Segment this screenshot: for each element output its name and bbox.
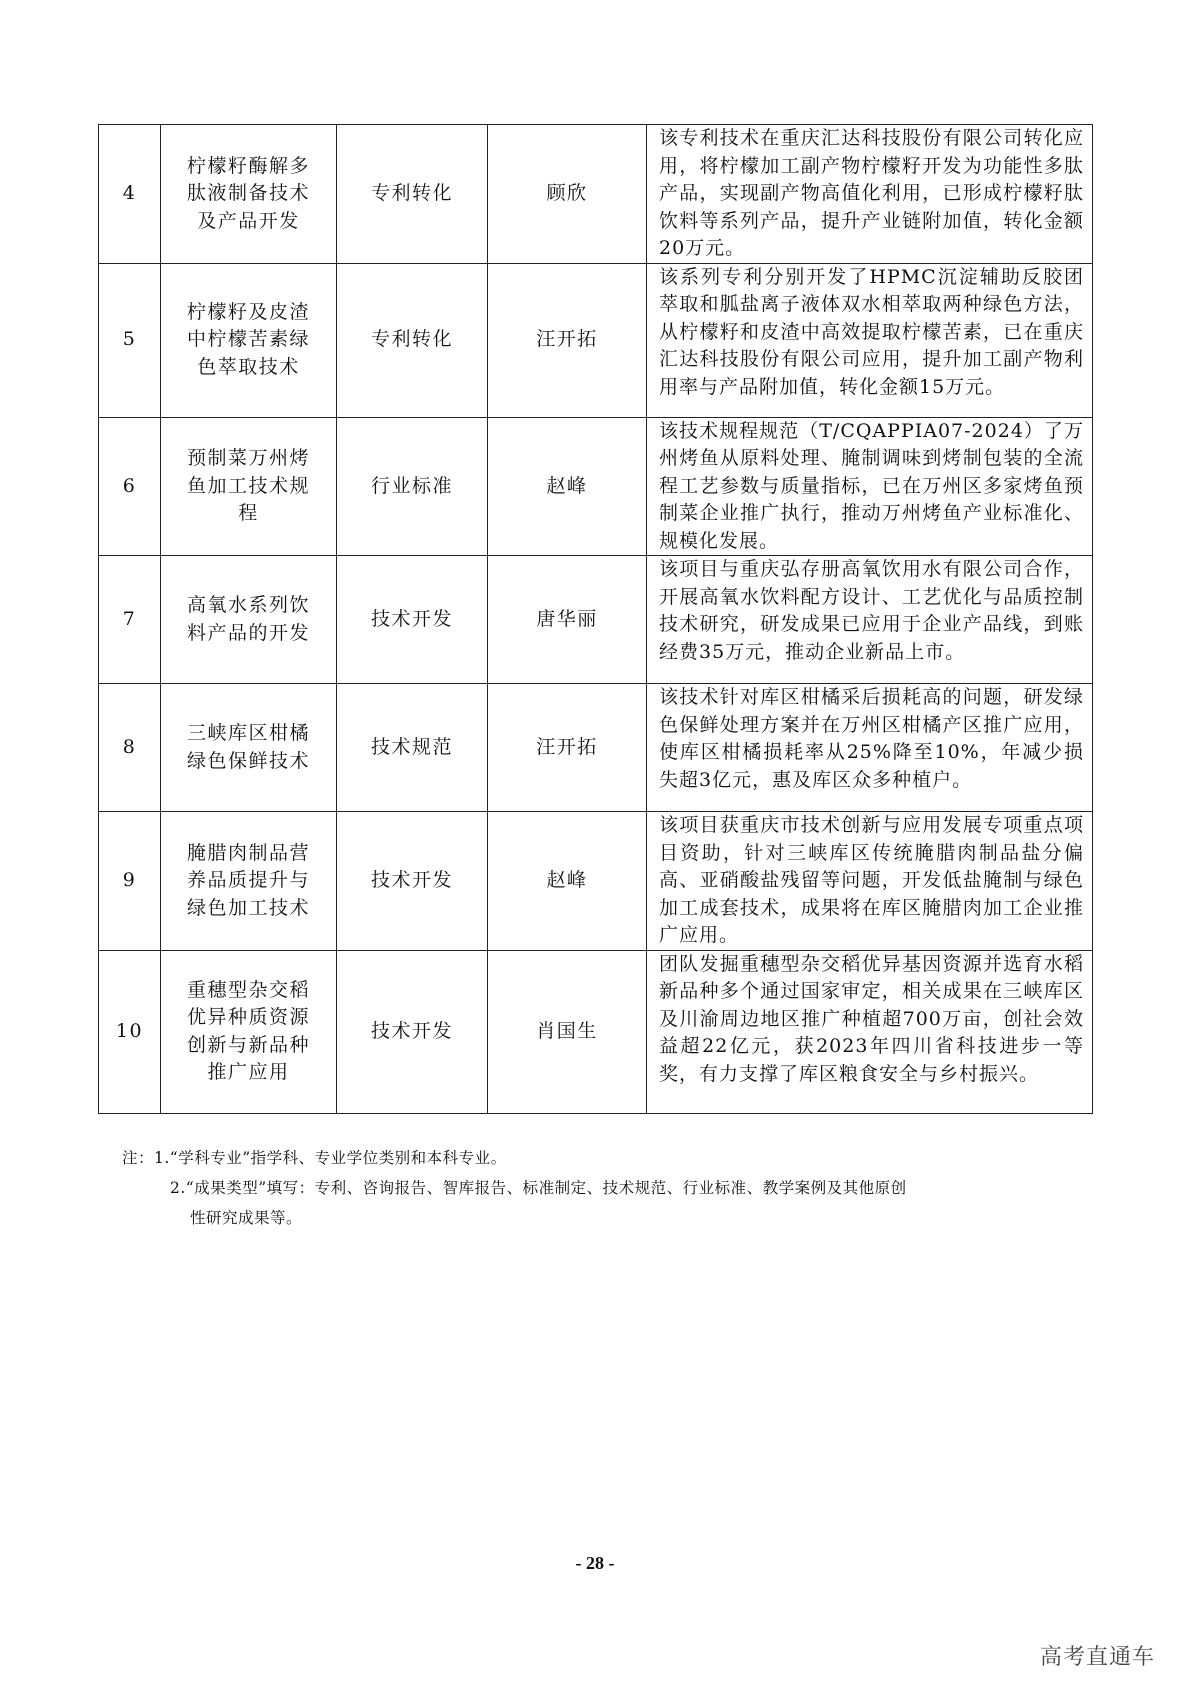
- row-number: 10: [99, 950, 161, 1113]
- table-notes: [122, 1143, 1062, 1233]
- achievement-type: 专利转化: [337, 263, 488, 417]
- row-number: 9: [99, 812, 161, 951]
- project-name: 腌腊肉制品营养品质提升与绿色加工技术: [161, 812, 337, 951]
- project-name: 高氧水系列饮料产品的开发: [161, 556, 337, 684]
- table-row: [99, 950, 1093, 1113]
- table-row: [99, 263, 1093, 417]
- person-in-charge: 汪开拓: [488, 263, 647, 417]
- achievement-type: 技术开发: [337, 812, 488, 951]
- note-line-1: 注：1.“学科专业”指学科、专业学位类别和本科专业。: [122, 1149, 507, 1167]
- person-in-charge: 顾欣: [488, 125, 647, 264]
- project-name: 预制菜万州烤鱼加工技术规程: [161, 417, 337, 556]
- table-row: [99, 684, 1093, 812]
- project-name: 三峡库区柑橘绿色保鲜技术: [161, 684, 337, 812]
- person-in-charge: 汪开拓: [488, 684, 647, 812]
- achievement-description: 该项目与重庆弘存册高氧饮用水有限公司合作，开展高氧水饮料配方设计、工艺优化与品质控制技术研究，研发成果已应用于企业产品线，到账经费35万元，推动企业新品上市。: [647, 556, 1093, 684]
- row-number: 8: [99, 684, 161, 812]
- person-in-charge: 肖国生: [488, 950, 647, 1113]
- achievement-description: 团队发掘重穗型杂交稻优异基因资源并选育水稻新品种多个通过国家审定，相关成果在三峡库区及川渝周边地区推广种植超700万亩，创社会效益超22亿元，获2023年四川省科技进步一等奖，有力支撑了库区粮食安全与乡村振兴。: [647, 950, 1093, 1113]
- table-row: [99, 556, 1093, 684]
- project-name: 重穗型杂交稻优异种质资源创新与新品种推广应用: [161, 950, 337, 1113]
- achievement-description: 该项目获重庆市技术创新与应用发展专项重点项目资助，针对三峡库区传统腌腊肉制品盐分偏高、亚硝酸盐残留等问题，开发低盐腌制与绿色加工成套技术，成果将在库区腌腊肉加工企业推广应用。: [647, 812, 1093, 951]
- table-row: [99, 125, 1093, 264]
- note-line-2: 2.“成果类型”填写：专利、咨询报告、智库报告、标准制定、技术规范、行业标准、教学案例及其他原创: [170, 1179, 907, 1197]
- person-in-charge: 唐华丽: [488, 556, 647, 684]
- achievement-description: 该专利技术在重庆汇达科技股份有限公司转化应用，将柠檬加工副产物柠檬籽开发为功能性多肽产品，实现副产物高值化利用，已形成柠檬籽肽饮料等系列产品，提升产业链附加值，转化金额20万元。: [647, 125, 1093, 264]
- achievement-description: 该技术针对库区柑橘采后损耗高的问题，研发绿色保鲜处理方案并在万州区柑橘产区推广应用，使库区柑橘损耗率从25%降至10%，年减少损失超3亿元，惠及库区众多种植户。: [647, 684, 1093, 812]
- achievement-type: 技术开发: [337, 950, 488, 1113]
- row-number: 5: [99, 263, 161, 417]
- person-in-charge: 赵峰: [488, 812, 647, 951]
- achievement-description: 该技术规程规范（T/CQAPPIA07-2024）了万州烤鱼从原料处理、腌制调味到烤制包装的全流程工艺参数与质量指标，已在万州区多家烤鱼预制菜企业推广执行，推动万州烤鱼产业标准化、规模化发展。: [647, 417, 1093, 556]
- achievement-type: 技术开发: [337, 556, 488, 684]
- achievement-description: 该系列专利分别开发了HPMC沉淀辅助反胶团萃取和胍盐离子液体双水相萃取两种绿色方法，从柠檬籽和皮渣中高效提取柠檬苦素，已在重庆汇达科技股份有限公司应用，提升加工副产物利用率与产品附加值，转化金额15万元。: [647, 263, 1093, 417]
- project-name: 柠檬籽酶解多肽液制备技术及产品开发: [161, 125, 337, 264]
- row-number: 6: [99, 417, 161, 556]
- watermark-text: 高考直通车: [1039, 1645, 1155, 1670]
- achievement-table: [98, 124, 1093, 1114]
- achievement-type: 技术规范: [337, 684, 488, 812]
- row-number: 7: [99, 556, 161, 684]
- project-name: 柠檬籽及皮渣中柠檬苦素绿色萃取技术: [161, 263, 337, 417]
- note-line-3: 性研究成果等。: [190, 1209, 303, 1227]
- row-number: 4: [99, 125, 161, 264]
- page-number: - 28 -: [575, 1553, 615, 1573]
- table-row: [99, 417, 1093, 556]
- achievement-type: 行业标准: [337, 417, 488, 556]
- achievement-type: 专利转化: [337, 125, 488, 264]
- table-row: [99, 812, 1093, 951]
- person-in-charge: 赵峰: [488, 417, 647, 556]
